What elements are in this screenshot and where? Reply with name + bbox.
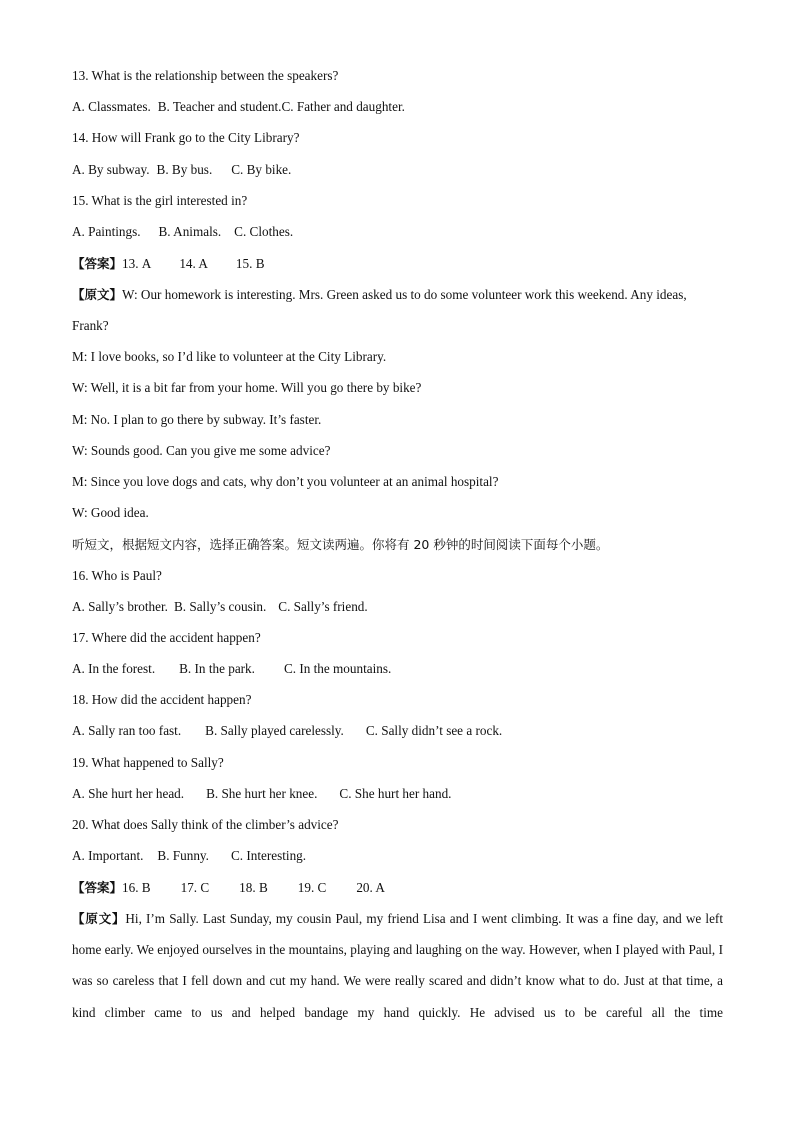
question-20: 20. What does Sally think of the climber’s advice? (72, 817, 339, 832)
option-13-a: A. Classmates. (72, 99, 151, 114)
option-17-b: B. In the park. (179, 661, 255, 676)
question-13: 13. What is the relationship between the speakers? (72, 68, 339, 83)
question-14-options (72, 161, 724, 179)
dialogue-line: W: Good idea. (72, 505, 149, 520)
answer-tag: 【答案】 (72, 880, 123, 895)
transcript-1-text: W: Our homework is interesting. Mrs. Green asked us to do some volunteer work this weekend. Any ideas, (122, 287, 687, 302)
option-20-a: A. Important. (72, 848, 144, 863)
option-15-a: A. Paintings. (72, 224, 141, 239)
question-19-options (72, 785, 724, 803)
answer-16: 16. B (122, 880, 151, 895)
answer-15: 15. B (235, 256, 265, 271)
option-19-b: B. She hurt her knee. (206, 786, 318, 801)
answer-19: 19. C (297, 880, 327, 895)
question-17-options (72, 660, 724, 678)
answer-tag: 【答案】 (72, 256, 123, 271)
answer-14: 14. A (179, 256, 208, 271)
answer-17: 17. C (180, 880, 210, 895)
option-19-c: C. She hurt her hand. (339, 786, 452, 801)
option-13-c: C. Father and daughter. (281, 99, 405, 114)
option-14-b: B. By bus. (156, 162, 213, 177)
section-instruction: 听短文，根据短文内容，选择正确答案。短文读两遍。你将有 20 秒钟的时间阅读下面每个小题。 (72, 537, 609, 552)
transcript-2 (72, 903, 723, 1028)
answer-key-16-20 (72, 879, 724, 897)
option-16-a: A. Sally’s brother. (72, 599, 168, 614)
option-20-c: C. Interesting. (230, 848, 307, 863)
option-15-c: C. Clothes. (234, 224, 294, 239)
question-16-options (72, 598, 724, 616)
question-17: 17. Where did the accident happen? (72, 630, 261, 645)
question-15-options (72, 223, 724, 241)
dialogue-line: W: Well, it is a bit far from your home. Will you go there by bike? (72, 380, 422, 395)
answer-key-13-15 (72, 255, 724, 273)
option-13-b: B. Teacher and student. (157, 99, 282, 114)
answer-13: 13. A (122, 256, 152, 271)
transcript-2-text: Hi, I’m Sally. Last Sunday, my cousin Paul, my friend Lisa and I went climbing. It was a fine day, and we left home early. We enjoyed ourselves in the mountains, playing and laughing on the way. However, when I played with Paul, I was so careless that I fell down and cut my hand. We were really scared and didn’t know what to do. Just at that time, a kind climber came to us and helped bandage my hand quickly. He advised us to be careful all the time (72, 911, 723, 1020)
option-16-b: B. Sally’s cousin. (173, 599, 267, 614)
option-19-a: A. She hurt her head. (72, 786, 185, 801)
option-14-a: A. By subway. (72, 162, 150, 177)
question-18: 18. How did the accident happen? (72, 692, 252, 707)
dialogue-line: W: Sounds good. Can you give me some advice? (72, 443, 331, 458)
option-17-a: A. In the forest. (72, 661, 156, 676)
transcript-tag: 【原文】 (72, 911, 126, 926)
dialogue-line: M: Since you love dogs and cats, why don’t you volunteer at an animal hospital? (72, 474, 499, 489)
question-16: 16. Who is Paul? (72, 568, 162, 583)
dialogue-line: M: No. I plan to go there by subway. It’s faster. (72, 412, 322, 427)
transcript-1-wrap: Frank? (72, 318, 109, 333)
answer-18: 18. B (239, 880, 268, 895)
option-15-b: B. Animals. (158, 224, 222, 239)
option-14-c: C. By bike. (231, 162, 292, 177)
option-17-c: C. In the mountains. (283, 661, 392, 676)
option-20-b: B. Funny. (157, 848, 209, 863)
question-19: 19. What happened to Sally? (72, 755, 224, 770)
answer-20: 20. A (356, 880, 385, 895)
question-14: 14. How will Frank go to the City Library? (72, 130, 300, 145)
question-15: 15. What is the girl interested in? (72, 193, 248, 208)
dialogue-line: M: I love books, so I’d like to volunteer at the City Library. (72, 349, 387, 364)
transcript-tag: 【原文】 (72, 287, 123, 302)
question-20-options (72, 847, 724, 865)
option-18-c: C. Sally didn’t see a rock. (365, 723, 503, 738)
option-18-a: A. Sally ran too fast. (72, 723, 182, 738)
option-18-b: B. Sally played carelessly. (205, 723, 344, 738)
option-16-c: C. Sally’s friend. (278, 599, 368, 614)
question-18-options (72, 722, 724, 740)
question-13-options (72, 98, 724, 116)
transcript-1-first-line (72, 286, 724, 304)
